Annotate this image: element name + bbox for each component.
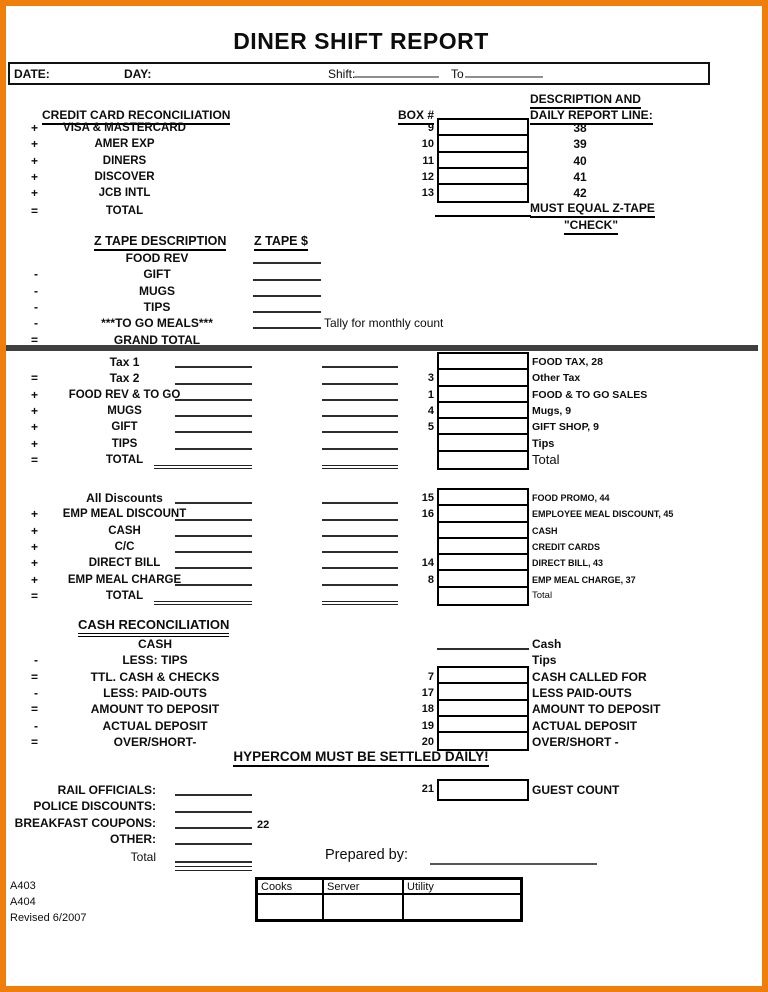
report-line-number: 38 <box>573 121 587 136</box>
entry-box[interactable] <box>439 136 527 152</box>
report-desc: FOOD TAX, 28 <box>532 356 603 369</box>
page-title: DINER SHIFT REPORT <box>233 28 489 54</box>
box-number: 20 <box>421 735 434 748</box>
row-label: MUGS <box>107 405 142 418</box>
write-in-line[interactable] <box>175 431 252 433</box>
row-operator: - <box>34 300 38 315</box>
entry-box[interactable] <box>439 387 527 403</box>
guest-count-label: GUEST COUNT <box>532 783 620 797</box>
table-row <box>6 250 762 266</box>
write-in-line[interactable] <box>322 448 398 450</box>
table-row <box>6 435 762 451</box>
row-label: TOTAL <box>105 204 144 217</box>
table-row <box>6 798 762 814</box>
report-desc: FOOD & TO GO SALES <box>532 388 648 401</box>
report-desc: EMPLOYEE MEAL DISCOUNT, 45 <box>532 509 674 520</box>
tally-note: Tally for monthly count <box>324 316 444 331</box>
row-operator: + <box>30 137 38 152</box>
report-desc: EMP MEAL CHARGE, 37 <box>532 574 636 585</box>
box-number: 16 <box>421 508 434 521</box>
row-label: EMP MEAL DISCOUNT <box>62 508 187 521</box>
table-row <box>6 506 762 522</box>
box-number: 11 <box>422 154 434 167</box>
table-cell[interactable] <box>258 895 324 919</box>
entry-box[interactable] <box>439 539 527 555</box>
report-desc: Tips <box>532 653 557 668</box>
write-in-line[interactable] <box>175 502 252 504</box>
table-row <box>6 782 762 798</box>
revision-date: Revised 6/2007 <box>10 912 87 924</box>
entry-box[interactable] <box>439 506 527 522</box>
row-operator: - <box>34 686 38 701</box>
row-operator: + <box>30 420 38 435</box>
row-label: DINERS <box>102 154 147 167</box>
box-number: 17 <box>421 687 434 700</box>
staff-table <box>255 877 523 922</box>
row-operator: = <box>30 734 38 749</box>
row-label: BREAKFAST COUPONS: <box>14 815 156 830</box>
z-tape-rows <box>6 250 762 348</box>
report-desc: Total <box>532 590 553 602</box>
box-number: 21 <box>421 783 434 795</box>
table-row <box>6 539 762 555</box>
box-number: 4 <box>427 405 434 418</box>
form-number: A403 <box>10 880 36 892</box>
write-in-line[interactable] <box>175 519 252 521</box>
write-in-line[interactable] <box>253 295 321 297</box>
table-row <box>6 403 762 419</box>
cash-reconciliation-title: CASH RECONCILIATION <box>78 616 229 637</box>
entry-box[interactable] <box>439 717 527 733</box>
write-in-line[interactable] <box>175 535 252 537</box>
row-label: ***TO GO MEALS*** <box>101 316 213 331</box>
row-operator: = <box>30 332 38 347</box>
row-label: JCB INTL <box>98 187 151 200</box>
row-label: TTL. CASH & CHECKS <box>90 669 220 684</box>
write-in-line[interactable] <box>175 811 252 813</box>
box-number: 22 <box>257 818 270 831</box>
tax-entry-boxes <box>437 352 529 470</box>
write-in-line[interactable] <box>175 861 252 863</box>
row-operator: + <box>30 186 38 201</box>
report-line-number: 41 <box>573 170 587 185</box>
table-row <box>6 266 762 282</box>
entry-box[interactable] <box>439 169 527 185</box>
row-operator: + <box>30 170 38 185</box>
row-label: MUGS <box>139 283 175 298</box>
report-desc: CASH <box>532 525 558 536</box>
cash-rows <box>6 636 762 750</box>
row-label: LESS: TIPS <box>122 653 188 668</box>
box-number: 19 <box>421 719 434 732</box>
write-in-line[interactable] <box>437 648 529 650</box>
column-header: Utility <box>407 881 434 893</box>
box-number: 8 <box>427 573 434 586</box>
box-number: 14 <box>421 557 434 570</box>
z-tape-amount-header: Z TAPE $ <box>254 232 308 251</box>
row-label: DISCOVER <box>94 171 155 184</box>
double-total-line <box>322 465 398 470</box>
report-desc: FOOD PROMO, 44 <box>532 493 610 504</box>
description-header-line1: DESCRIPTION AND <box>530 90 641 109</box>
report-desc: Total <box>532 452 560 468</box>
table-row <box>6 315 762 331</box>
section-divider <box>6 345 758 351</box>
report-desc: GIFT SHOP, 9 <box>532 421 599 434</box>
table-row <box>6 299 762 315</box>
write-in-line[interactable] <box>322 551 398 553</box>
row-label: POLICE DISCOUNTS: <box>33 799 156 814</box>
description-header-line2: DAILY REPORT LINE: <box>530 106 653 125</box>
row-operator: + <box>30 572 38 587</box>
report-desc: Other Tax <box>532 372 581 385</box>
row-operator: = <box>30 452 38 467</box>
table-row <box>6 490 762 506</box>
entry-box[interactable] <box>439 684 527 700</box>
table-row <box>6 669 762 685</box>
table-row <box>6 153 762 169</box>
box-number: 12 <box>421 171 434 184</box>
row-label: C/C <box>114 541 135 554</box>
write-in-line[interactable] <box>322 366 398 368</box>
write-in-line[interactable] <box>175 399 252 401</box>
row-operator: = <box>30 702 38 717</box>
write-in-line[interactable] <box>253 279 321 281</box>
row-label: GIFT <box>143 267 171 282</box>
staff-table-header <box>258 880 520 895</box>
row-operator: + <box>30 404 38 419</box>
table-row <box>6 169 762 185</box>
report-desc: Tips <box>532 437 555 450</box>
double-total-line <box>154 465 252 470</box>
entry-box[interactable] <box>439 435 527 451</box>
write-in-line[interactable] <box>322 502 398 504</box>
shift-from-line[interactable] <box>354 66 439 78</box>
tax-rows <box>6 354 762 468</box>
shift-to-line[interactable] <box>465 66 543 78</box>
report-desc: ACTUAL DEPOSIT <box>532 718 638 733</box>
table-cell[interactable] <box>324 895 404 919</box>
prepared-by-line[interactable] <box>430 863 597 865</box>
write-in-line[interactable] <box>253 311 321 313</box>
entry-box[interactable] <box>439 588 527 604</box>
entry-box[interactable] <box>439 668 527 684</box>
table-row <box>6 387 762 403</box>
report-line-number: 39 <box>573 137 587 152</box>
report-desc: Mugs, 9 <box>532 405 572 418</box>
credit-card-section-title: CREDIT CARD RECONCILIATION <box>42 106 230 125</box>
write-in-line[interactable] <box>322 584 398 586</box>
row-label: GIFT <box>111 421 138 434</box>
write-in-line[interactable] <box>175 794 252 796</box>
discount-entry-boxes <box>437 488 529 606</box>
table-row <box>6 354 762 370</box>
row-label: CASH <box>108 524 141 537</box>
box-number: 10 <box>421 138 434 151</box>
table-row <box>6 555 762 571</box>
write-in-line[interactable] <box>175 827 252 829</box>
date-day-shift-bar <box>8 62 710 85</box>
table-row <box>6 283 762 299</box>
row-label: OTHER: <box>110 832 156 847</box>
entry-box[interactable] <box>439 555 527 571</box>
row-operator: + <box>30 507 38 522</box>
table-row <box>6 571 762 587</box>
table-row <box>6 831 762 847</box>
row-label: TIPS <box>111 437 138 450</box>
write-in-line[interactable] <box>253 327 321 329</box>
row-operator: - <box>34 718 38 733</box>
report-desc: Cash <box>532 637 562 652</box>
report-desc: AMOUNT TO DEPOSIT <box>532 702 661 717</box>
double-total-line <box>175 866 252 871</box>
row-label: GRAND TOTAL <box>113 332 201 347</box>
report-desc: CASH CALLED FOR <box>532 669 647 684</box>
table-row <box>6 815 762 831</box>
column-header: Server <box>324 880 404 893</box>
write-in-line[interactable] <box>253 262 321 264</box>
table-row <box>6 701 762 717</box>
row-label: All Discounts <box>86 491 163 506</box>
table-cell[interactable] <box>404 895 520 919</box>
write-in-line[interactable] <box>322 383 398 385</box>
entry-box[interactable] <box>439 523 527 539</box>
entry-box[interactable] <box>439 185 527 201</box>
total-row <box>6 588 762 604</box>
row-operator: = <box>30 588 38 603</box>
form-number: A404 <box>10 896 36 908</box>
row-label: Total <box>130 850 156 865</box>
double-total-line <box>154 601 252 606</box>
box-number: 18 <box>421 703 434 716</box>
row-label: RAIL OFFICIALS: <box>57 783 156 798</box>
row-label: TOTAL <box>105 453 144 466</box>
row-label: TOTAL <box>105 589 144 602</box>
report-desc: LESS PAID-OUTS <box>532 686 632 701</box>
entry-box[interactable] <box>439 571 527 587</box>
write-in-line[interactable] <box>175 383 252 385</box>
box-number-header: BOX # <box>398 106 434 125</box>
row-label: AMOUNT TO DEPOSIT <box>90 702 220 717</box>
double-total-line <box>322 601 398 606</box>
row-label: Tax 1 <box>109 355 140 370</box>
row-operator: + <box>30 387 38 402</box>
box-number: 5 <box>427 421 434 434</box>
misc-rows <box>6 782 762 865</box>
write-in-line[interactable] <box>175 366 252 368</box>
cash-entry-boxes <box>437 666 529 751</box>
table-row <box>6 717 762 733</box>
row-operator: = <box>30 203 38 218</box>
row-label: ACTUAL DEPOSIT <box>102 718 208 733</box>
table-row <box>6 370 762 386</box>
write-in-line[interactable] <box>175 584 252 586</box>
entry-box[interactable] <box>439 701 527 717</box>
shift-to-label: To <box>451 67 464 81</box>
table-row <box>6 685 762 701</box>
row-label: EMP MEAL CHARGE <box>67 573 182 586</box>
credit-card-entry-boxes <box>437 118 529 203</box>
date-label: DATE: <box>14 67 50 81</box>
row-operator: + <box>30 121 38 136</box>
row-operator: + <box>30 540 38 555</box>
must-equal-note: MUST EQUAL Z-TAPE <box>530 199 655 218</box>
day-label: DAY: <box>124 67 152 81</box>
report-line-number: 40 <box>573 153 587 168</box>
box-number: 3 <box>427 372 434 385</box>
shift-label: Shift: <box>328 67 356 81</box>
row-operator: + <box>30 523 38 538</box>
write-in-line[interactable] <box>322 519 398 521</box>
check-note: "CHECK" <box>530 216 652 235</box>
write-in-line[interactable] <box>175 843 252 845</box>
box-number: 1 <box>427 388 434 401</box>
row-operator: + <box>30 153 38 168</box>
entry-box[interactable] <box>439 419 527 435</box>
row-operator: - <box>34 267 38 282</box>
entry-box[interactable] <box>439 452 527 468</box>
entry-box[interactable] <box>439 490 527 506</box>
box-number: 7 <box>427 670 434 683</box>
box-number: 13 <box>421 187 434 200</box>
total-row <box>6 452 762 468</box>
table-row <box>6 636 762 652</box>
write-in-line[interactable] <box>322 399 398 401</box>
prepared-by-label: Prepared by: <box>325 847 409 864</box>
entry-box[interactable] <box>439 354 527 370</box>
table-row <box>6 120 762 136</box>
write-in-line[interactable] <box>322 535 398 537</box>
discount-rows <box>6 490 762 604</box>
write-in-line[interactable] <box>175 415 252 417</box>
row-label: VISA & MASTERCARD <box>63 122 186 135</box>
write-in-line[interactable] <box>175 567 252 569</box>
row-operator: + <box>30 436 38 451</box>
table-row <box>6 652 762 668</box>
row-operator: + <box>30 556 38 571</box>
table-row <box>6 523 762 539</box>
table-row <box>6 419 762 435</box>
entry-box[interactable] <box>439 370 527 386</box>
row-label: LESS: PAID-OUTS <box>103 686 207 701</box>
entry-box[interactable] <box>439 403 527 419</box>
write-in-line[interactable] <box>322 431 398 433</box>
row-operator: - <box>34 316 38 331</box>
credit-card-total-line[interactable] <box>435 215 531 217</box>
write-in-line[interactable] <box>322 567 398 569</box>
row-operator: = <box>30 669 38 684</box>
hypercom-note: HYPERCOM MUST BE SETTLED DAILY! <box>6 748 716 767</box>
box-number: 9 <box>427 122 434 135</box>
row-label: FOOD REV <box>125 251 189 266</box>
row-label: CASH <box>137 637 172 652</box>
table-row <box>6 136 762 152</box>
entry-box[interactable] <box>439 153 527 169</box>
row-operator: - <box>34 283 38 298</box>
column-header: Cooks <box>258 880 324 893</box>
write-in-line[interactable] <box>175 551 252 553</box>
write-in-line[interactable] <box>322 415 398 417</box>
row-operator: = <box>30 371 38 386</box>
entry-box[interactable] <box>439 120 527 136</box>
row-label: OVER/SHORT- <box>113 734 197 749</box>
write-in-line[interactable] <box>175 448 252 450</box>
report-desc: DIRECT BILL, 43 <box>532 558 604 569</box>
report-desc: OVER/SHORT - <box>532 734 619 749</box>
report-desc: CREDIT CARDS <box>532 542 601 553</box>
total-row <box>6 849 762 865</box>
row-label: TIPS <box>143 300 171 315</box>
box-number: 15 <box>421 492 434 505</box>
row-label: Tax 2 <box>109 371 140 386</box>
row-label: FOOD REV & TO GO <box>68 388 181 401</box>
row-label: DIRECT BILL <box>88 557 161 570</box>
row-operator: - <box>34 653 38 668</box>
staff-table-row <box>258 895 520 919</box>
z-tape-description-header: Z TAPE DESCRIPTION <box>94 232 226 251</box>
report-line-number: 42 <box>573 186 587 201</box>
row-label: AMER EXP <box>94 138 155 151</box>
